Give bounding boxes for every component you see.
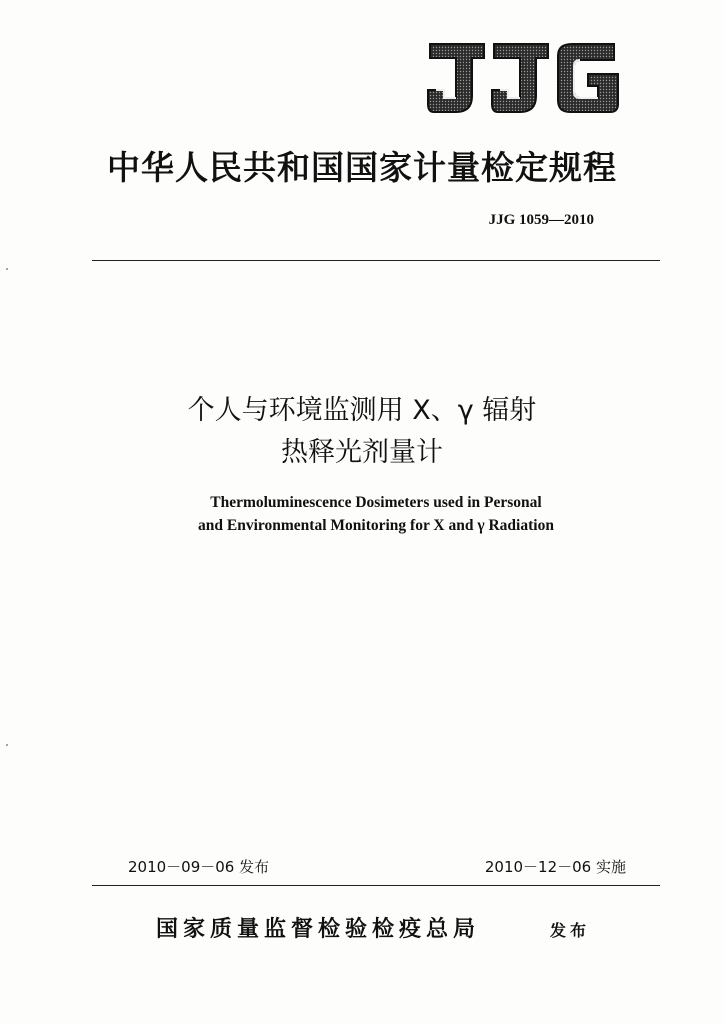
scan-speck — [6, 268, 8, 270]
standard-number: JJG 1059—2010 — [488, 212, 594, 228]
jjg-logo — [426, 40, 622, 116]
series-title: 中华人民共和国国家计量检定规程 — [107, 148, 617, 187]
effective-date: 2010－12－06 实施 — [484, 858, 626, 876]
issue-date: 2010－09－06 发布 — [128, 858, 270, 876]
chinese-title-line-1: 个人与环境监测用 X、γ 辐射 — [187, 395, 537, 426]
english-title-line-1: Thermoluminescence Dosimeters used in Personal — [210, 494, 542, 511]
top-divider — [92, 260, 660, 261]
bottom-divider — [92, 885, 660, 886]
jjg-logo-graphic — [426, 40, 622, 116]
english-title-line-2: and Environmental Monitoring for X and γ Radiation — [198, 517, 554, 534]
publisher-suffix: 发布 — [550, 921, 591, 940]
publisher-name: 国家质量监督检验检疫总局 — [156, 916, 481, 942]
scan-speck — [6, 744, 8, 746]
chinese-title-line-2: 热释光剂量计 — [281, 437, 443, 468]
